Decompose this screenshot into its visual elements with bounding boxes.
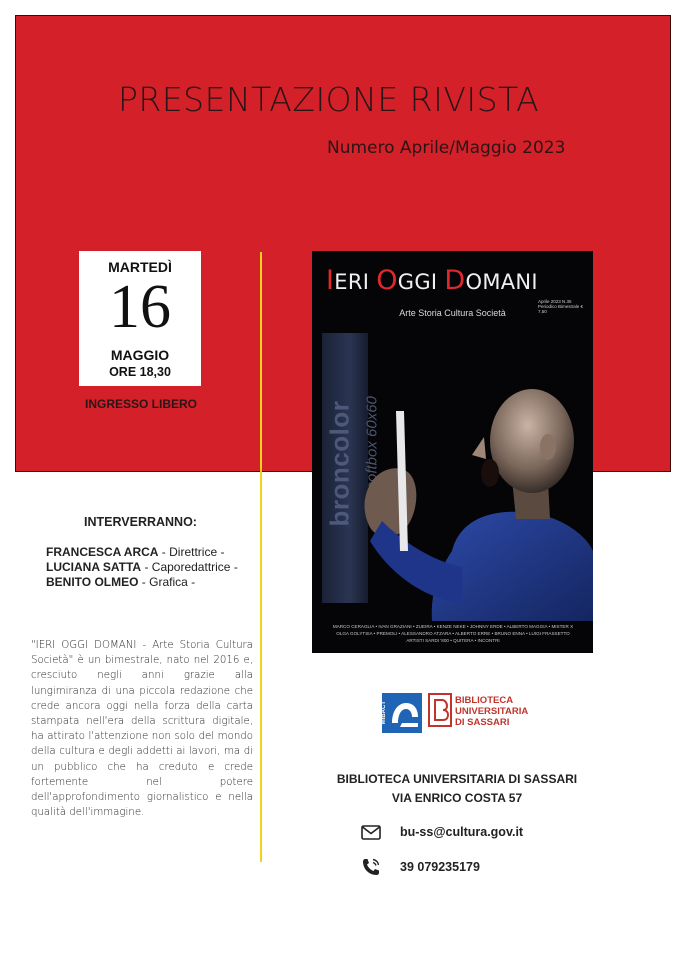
speakers-list (46, 545, 256, 590)
library-logo-line-2: UNIVERSITARIA (455, 706, 529, 717)
speaker-item (46, 545, 256, 560)
cover-title-rest-1: ERI (334, 270, 377, 294)
softbox-model: softbox 60x60 (363, 396, 381, 490)
speaker-role: - Direttrice - (158, 545, 225, 559)
cover-tagline: Arte Storia Cultura Società (399, 308, 506, 318)
event-weekday: MARTEDÌ (108, 259, 172, 275)
library-logo-text (455, 695, 528, 728)
speakers-title: INTERVERRANNO: (84, 515, 197, 529)
divider-line (260, 252, 262, 862)
speaker-item (46, 560, 256, 575)
venue-address (312, 770, 602, 808)
speaker-name: FRANCESCA ARCA (46, 545, 159, 559)
email-address[interactable]: bu-ss@cultura.gov.it (400, 825, 524, 839)
venue-street: VIA ENRICO COSTA 57 (391, 791, 523, 805)
issue-months: Numero Aprile/Maggio (327, 138, 517, 158)
magazine-description: "IERI OGGI DOMANI - Arte Storia Cultura Società" è un bimestrale, nato nel 2016 e, cresciuto negli anni grazie alla lungimiranza di una piccola redazione che crede ancora oggi nella forza della carta stampata nell'era della scrittura digitale, ha attirato l'attenzione non solo del mondo della cultura e degli addetti ai lavori, ma di un pubblico che ha creduto e crede fortemente nel potere dell'approfondimento giornalistico e nella qualità dell'immagine. (31, 640, 253, 819)
cover-title-initial-3: D (444, 265, 466, 296)
page-title: PRESENTAZIONE RIVISTA (118, 80, 540, 119)
cover-title-rest-2: GGI (397, 270, 445, 294)
event-time: ORE 18,30 (109, 365, 171, 379)
event-day: 16 (109, 273, 171, 341)
email-contact[interactable] (360, 821, 523, 843)
cover-title-rest-3: OMANI (465, 270, 538, 294)
event-month: MAGGIO (110, 347, 170, 363)
envelope-icon (360, 821, 382, 843)
event-date-box (79, 251, 201, 386)
mibact-logo-text: MiBACT (381, 701, 387, 725)
speaker-item (46, 575, 256, 590)
phone-number[interactable]: 39 079235179 (400, 860, 480, 874)
phone-contact[interactable] (360, 856, 480, 878)
speaker-role: - Caporedattrice - (141, 560, 238, 574)
cover-contributors-line-3: ARTISTI SARDI '800 • QUITERA • INCONTRI (406, 638, 500, 643)
cover-contributors (318, 623, 588, 644)
softbox-brand: broncolor (324, 400, 355, 527)
cover-contributors-line-2: OLGA GOLYTSIA • PREMOLI • ALESSANDRO ATZARA • ALBERTO ERRE • BRUNO ENNA • LUIGI FRASSETTO (336, 631, 570, 636)
entry-note: INGRESSO LIBERO (84, 397, 197, 411)
speaker-role: - Grafica - (138, 575, 196, 589)
cover-portrait-illustration (312, 251, 593, 653)
library-logo-mark (428, 693, 452, 727)
venue-name: BIBLIOTECA UNIVERSITARIA DI SASSARI (336, 772, 578, 786)
mibact-logo (382, 693, 422, 733)
cover-issue-info: Aprile 2023 N.35 Periodico Bimestrale € 7,50 (538, 299, 584, 314)
cover-title-initial-2: O (376, 265, 398, 296)
cover-contributors-line-1: MARCO CERAGLIA • IVAN GRAZIANI • ZUEIRA • KENZE NEKE • JOHNNY ERDE • ALBERTO MAGGIA • MISTER X (332, 624, 574, 629)
speaker-name: BENITO OLMEO (46, 575, 139, 589)
magazine-cover (312, 251, 593, 653)
cover-title-initial-1: I (326, 265, 335, 296)
issue-year: 2023 (522, 138, 566, 158)
issue-subtitle (327, 138, 565, 158)
speaker-name: LUCIANA SATTA (46, 560, 142, 574)
library-logo-line-3: DI SASSARI (455, 717, 510, 728)
library-logo-line-1: BIBLIOTECA (455, 695, 514, 706)
phone-icon (360, 856, 382, 878)
